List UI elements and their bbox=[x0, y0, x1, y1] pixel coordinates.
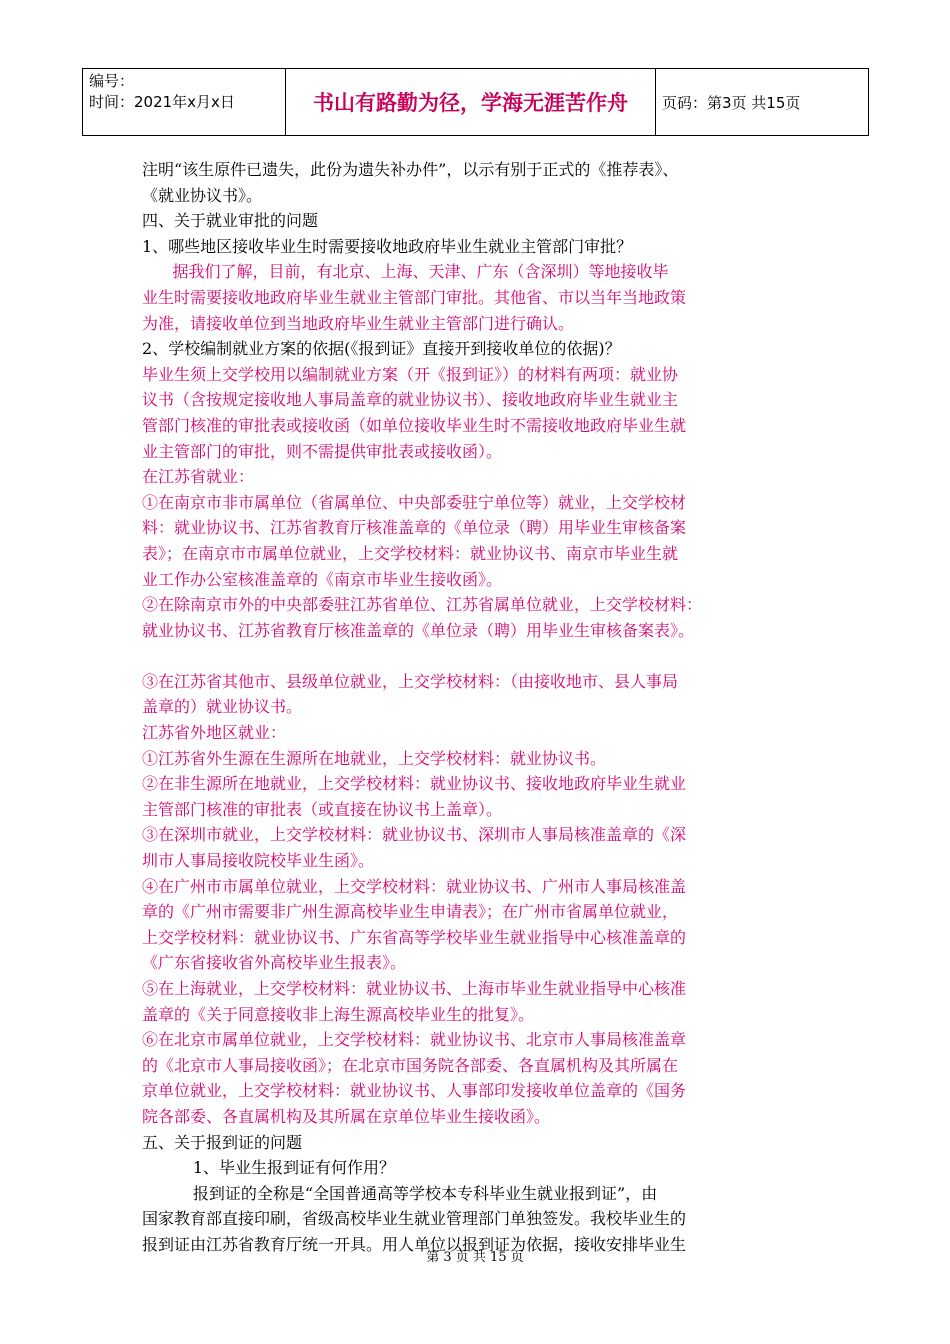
body-line: 章的《广州市需要非广州生源高校毕业生申请表》；在广州市省属单位就业， bbox=[142, 902, 679, 922]
body-line: 报到证的全称是“全国普通高等学校本专科毕业生就业报到证”，由 bbox=[142, 1183, 658, 1203]
body-line: ②在除南京市外的中央部委驻江苏省单位、江苏省属单位就业，上交学校材料： bbox=[142, 595, 703, 615]
body-line: ③在江苏省其他市、县级单位就业，上交学校材料：（由接收地市、县人事局 bbox=[142, 671, 679, 691]
page-footer: 第 3 页 共 15 页 bbox=[426, 1250, 524, 1265]
body-line: 《就业协议书》。 bbox=[142, 185, 263, 205]
body-line: 江苏省外地区就业： bbox=[142, 723, 287, 743]
body-line: 2、学校编制就业方案的依据(《报到证》直接开到接收单位的依据)？ bbox=[142, 339, 621, 359]
body-line: 议书（含按规定接收地人事局盖章的就业协议书）、接收地政府毕业生就业主 bbox=[142, 390, 679, 410]
body-line: ⑥在北京市属单位就业，上交学校材料：就业协议书、北京市人事局核准盖章 bbox=[142, 1030, 687, 1050]
body-line: 就业协议书、江苏省教育厅核准盖章的《单位录（聘）用毕业生审核备案表》。 bbox=[142, 620, 695, 640]
body-line: ①江苏省外生源在生源所在地就业，上交学校材料：就业协议书。 bbox=[142, 748, 607, 768]
body-line: 圳市人事局接收院校毕业生函》。 bbox=[142, 851, 375, 871]
header-motto: 书山有路勤为径，学海无涯苦作舟 bbox=[286, 69, 656, 135]
body-line: 业工作办公室核准盖章的《南京市毕业生接收函》。 bbox=[142, 569, 503, 589]
body-line bbox=[142, 643, 810, 669]
header-meta bbox=[83, 69, 286, 135]
body-line: ③在深圳市就业，上交学校材料：就业协议书、深圳市人事局核准盖章的《深 bbox=[142, 825, 687, 845]
body-line: 注明“该生原件已遗失，此份为遗失补办件”，以示有别于正式的《推荐表》、 bbox=[142, 160, 679, 179]
body-line: 据我们了解，目前，有北京、上海、天津、广东（含深圳）等地接收毕 bbox=[142, 262, 669, 282]
page-header bbox=[82, 68, 869, 136]
body-line: 1、哪些地区接收毕业生时需要接收地政府毕业生就业主管部门审批？ bbox=[142, 236, 633, 256]
body-line: 国家教育部直接印刷，省级高校毕业生就业管理部门单独签发。我校毕业生的 bbox=[142, 1209, 687, 1229]
body-line: 为准，请接收单位到当地政府毕业生就业主管部门进行确认。 bbox=[142, 313, 575, 333]
body-line: 1、毕业生报到证有何作用？ bbox=[142, 1158, 396, 1178]
header-page-info: 页码：第3页 共15页 bbox=[662, 93, 801, 112]
body-line: 业生时需要接收地政府毕业生就业主管部门审批。其他省、市以当年当地政策 bbox=[142, 287, 687, 307]
body-line: 在江苏省就业： bbox=[142, 467, 255, 487]
body-line: 的《北京市人事局接收函》；在北京市国务院各部委、各直属机构及其所属在 bbox=[142, 1055, 679, 1075]
body-line: 报到证由江苏省教育厅统一开具。用人单位以报到证为依据，接收安排毕业生 bbox=[142, 1234, 687, 1254]
body-line: 业主管部门的审批，则不需提供审批表或接收函）。 bbox=[142, 441, 503, 461]
body-line: 《广东省接收省外高校毕业生报表》。 bbox=[142, 953, 407, 973]
body-line: 四、关于就业审批的问题 bbox=[142, 211, 319, 231]
body-line: 上交学校材料：就业协议书、广东省高等学校毕业生就业指导中心核准盖章的 bbox=[142, 927, 687, 947]
body-line: ①在南京市非市属单位（省属单位、中央部委驻宁单位等）就业，上交学校材 bbox=[142, 492, 687, 512]
document-body bbox=[142, 157, 810, 1258]
document-date: 时间：2021年x月x日 bbox=[89, 93, 235, 111]
body-line: ②在非生源所在地就业，上交学校材料：就业协议书、接收地政府毕业生就业 bbox=[142, 774, 687, 794]
body-line: 表》；在南京市市属单位就业，上交学校材料：就业协议书、南京市毕业生就 bbox=[142, 543, 679, 563]
body-line: 料：就业协议书、江苏省教育厅核准盖章的《单位录（聘）用毕业生审核备案 bbox=[142, 518, 687, 538]
body-line: 盖章的《关于同意接收非上海生源高校毕业生的批复》。 bbox=[142, 1004, 535, 1024]
body-line: ④在广州市市属单位就业，上交学校材料：就业协议书、广州市人事局核准盖 bbox=[142, 876, 687, 896]
body-line: 主管部门核准的审批表（或直接在协议书上盖章）。 bbox=[142, 799, 503, 819]
body-line: 管部门核准的审批表或接收函（如单位接收毕业生时不需接收地政府毕业生就 bbox=[142, 415, 687, 435]
body-line: 京单位就业，上交学校材料：就业协议书、人事部印发接收单位盖章的《国务 bbox=[142, 1081, 687, 1101]
body-line: 院各部委、各直属机构及其所属在京单位毕业生接收函》。 bbox=[142, 1106, 551, 1126]
body-line: 五、关于报到证的问题 bbox=[142, 1132, 303, 1152]
document-number: 编号： bbox=[89, 72, 135, 90]
body-line: 盖章的）就业协议书。 bbox=[142, 697, 303, 717]
body-line: 毕业生须上交学校用以编制就业方案（开《报到证》）的材料有两项：就业协 bbox=[142, 364, 679, 384]
body-line: ⑤在上海就业，上交学校材料：就业协议书、上海市毕业生就业指导中心核准 bbox=[142, 979, 687, 998]
